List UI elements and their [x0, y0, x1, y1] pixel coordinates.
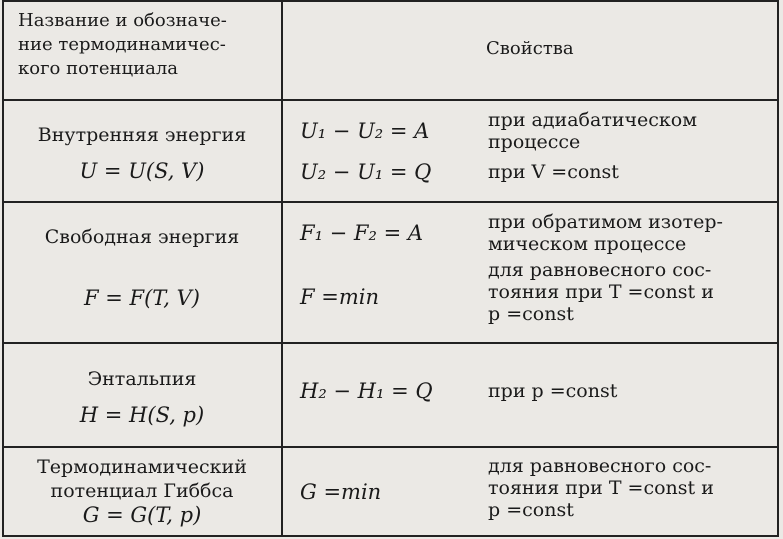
table-divider	[2, 446, 779, 448]
property-desc: при адиабатическом	[488, 109, 698, 131]
potential-name: Энтальпия	[87, 368, 197, 390]
property-formula: G =min	[300, 480, 382, 504]
property-desc: для равновесного сос-	[488, 259, 712, 281]
header-name-line: ние термодинамичес-	[18, 34, 226, 55]
property-formula: F =min	[300, 285, 379, 309]
potential-symbol: H = H(S, p)	[79, 403, 205, 427]
property-formula: F₁ − F₂ = A	[300, 221, 424, 245]
table-divider	[2, 99, 779, 101]
table-border-top	[2, 0, 779, 2]
header-props: Свойства	[486, 38, 574, 59]
property-desc: при V =const	[488, 161, 619, 183]
potential-name: Термодинамический	[37, 456, 247, 478]
potential-symbol: G = G(T, p)	[82, 503, 202, 527]
property-desc: мическом процессе	[488, 233, 687, 255]
property-formula: U₂ − U₁ = Q	[300, 160, 432, 184]
property-formula: U₁ − U₂ = A	[300, 119, 430, 143]
potential-symbol: U = U(S, V)	[79, 159, 205, 183]
property-desc: процессе	[488, 131, 581, 153]
property-desc: тояния при T =const и	[488, 281, 714, 303]
property-desc: тояния при T =const и	[488, 477, 714, 499]
property-desc: p =const	[488, 499, 574, 521]
property-formula: H₂ − H₁ = Q	[300, 379, 433, 403]
table-divider	[2, 201, 779, 203]
potential-name: Внутренняя энергия	[37, 124, 247, 146]
property-desc: p =const	[488, 303, 574, 325]
property-desc: при p =const	[488, 380, 618, 402]
property-desc: для равновесного сос-	[488, 455, 712, 477]
header-name-line: кого потенциала	[18, 58, 178, 79]
header-name-line: Название и обозначе-	[18, 10, 227, 31]
potential-name: потенциал Гиббса	[50, 480, 234, 502]
potential-name: Свободная энергия	[44, 226, 240, 248]
table-divider	[2, 342, 779, 344]
table-border-right	[777, 0, 779, 537]
potential-symbol: F = F(T, V)	[84, 286, 200, 310]
property-desc: при обратимом изотер-	[488, 211, 723, 233]
table-border-bottom	[2, 535, 779, 537]
